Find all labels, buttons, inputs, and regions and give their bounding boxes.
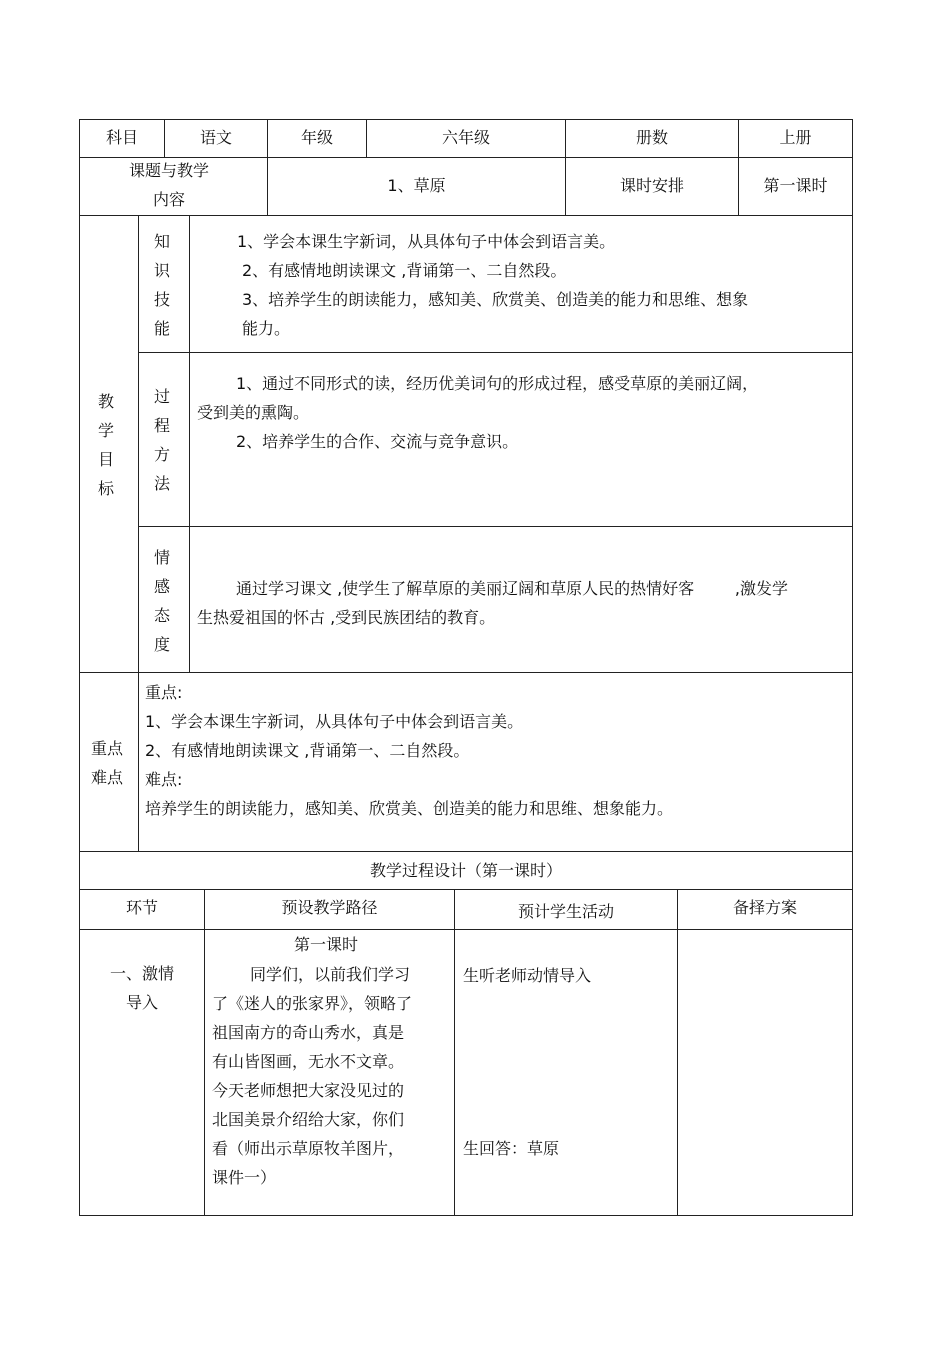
process-line-1: 1、通过不同形式的读，经历优美词句的形成过程，感受草原的美丽辽阔， — [236, 374, 759, 393]
col-activity-header: 预计学生活动 — [517, 902, 614, 921]
col-path-header: 预设教学路径 — [281, 898, 378, 917]
subject-value: 语文 — [199, 128, 232, 147]
emotion-line-1: 通过学习课文 ,使学生了解草原的美丽辽阔和草原人民的热情好客 ,激发学 — [236, 579, 788, 598]
activity-line-1: 生听老师动情导入 — [463, 966, 592, 985]
volume-label: 册数 — [635, 128, 668, 147]
path-line-1: 同学们，以前我们学习 — [250, 965, 411, 984]
stage-line-2: 导入 — [125, 993, 158, 1012]
knowledge-line-1: 1、学会本课生字新词，从具体句子中体会到语言美。 — [237, 232, 616, 251]
design-title: 教学过程设计（第一课时） — [369, 861, 562, 880]
path-line-7: 看（师出示草原牧羊图片， — [212, 1139, 405, 1158]
path-line-4: 有山皆图画，无水不文章。 — [212, 1052, 405, 1071]
process-line-2: 受到美的熏陶。 — [197, 403, 310, 422]
process-line-3: 2、培养学生的合作、交流与竞争意识。 — [236, 432, 519, 451]
emotion-line-2: 生热爱祖国的怀古 ,受到民族团结的教育。 — [197, 608, 496, 627]
knowledge-line-3: 3、培养学生的朗读能力，感知美、欣赏美、创造美的能力和思维、想象 — [242, 290, 749, 309]
stage-line-1: 一、激情 — [109, 964, 174, 983]
subject-label: 科目 — [105, 128, 138, 147]
path-line-2: 了《迷人的张家界》，领略了 — [212, 994, 413, 1013]
knowledge-line-4: 能力。 — [242, 319, 291, 338]
emotion-label: 情 感 态 度 — [153, 548, 170, 654]
volume-value: 上册 — [779, 128, 812, 147]
knowledge-line-2: 2、有感情地朗读课文 ,背诵第一、二自然段。 — [242, 261, 567, 280]
alternative-cell — [677, 929, 853, 1216]
schedule-label: 课时安排 — [619, 176, 684, 195]
col-alternative-header: 备择方案 — [732, 898, 797, 917]
path-line-6: 北国美景介绍给大家，你们 — [212, 1110, 405, 1129]
key-points-line-3: 2、有感情地朗读课文 ,背诵第一、二自然段。 — [145, 741, 470, 760]
grade-label: 年级 — [300, 128, 333, 147]
topic-label-line1: 课题与教学 — [128, 161, 209, 180]
topic-label-line2: 内容 — [152, 190, 185, 209]
key-points-label-line2: 难点 — [90, 768, 123, 787]
path-line-8: 课件一） — [212, 1168, 277, 1187]
col-stage-header: 环节 — [125, 898, 158, 917]
key-points-content-cell — [138, 672, 853, 852]
activity-line-2: 生回答：草原 — [463, 1139, 560, 1158]
key-points-line-2: 1、学会本课生字新词，从具体句子中体会到语言美。 — [145, 712, 524, 731]
key-points-label-cell — [79, 672, 139, 852]
path-line-5: 今天老师想把大家没见过的 — [212, 1081, 405, 1100]
key-points-line-5: 培养学生的朗读能力，感知美、欣赏美、创造美的能力和思维、想象能力。 — [145, 799, 674, 818]
key-points-line-4: 难点: — [145, 770, 183, 789]
path-line-3: 祖国南方的奇山秀水，真是 — [212, 1023, 405, 1042]
path-heading: 第一课时 — [293, 935, 358, 954]
knowledge-label: 知 识 技 能 — [153, 232, 170, 338]
process-label: 过 程 方 法 — [153, 387, 170, 493]
topic-value: 1、草原 — [387, 176, 446, 195]
objectives-label: 教 学 目 标 — [97, 392, 114, 498]
key-points-line-1: 重点: — [145, 683, 183, 702]
grade-value: 六年级 — [441, 128, 490, 147]
schedule-value: 第一课时 — [763, 176, 828, 195]
emotion-content-cell — [189, 526, 853, 673]
key-points-label-line1: 重点 — [90, 739, 123, 758]
